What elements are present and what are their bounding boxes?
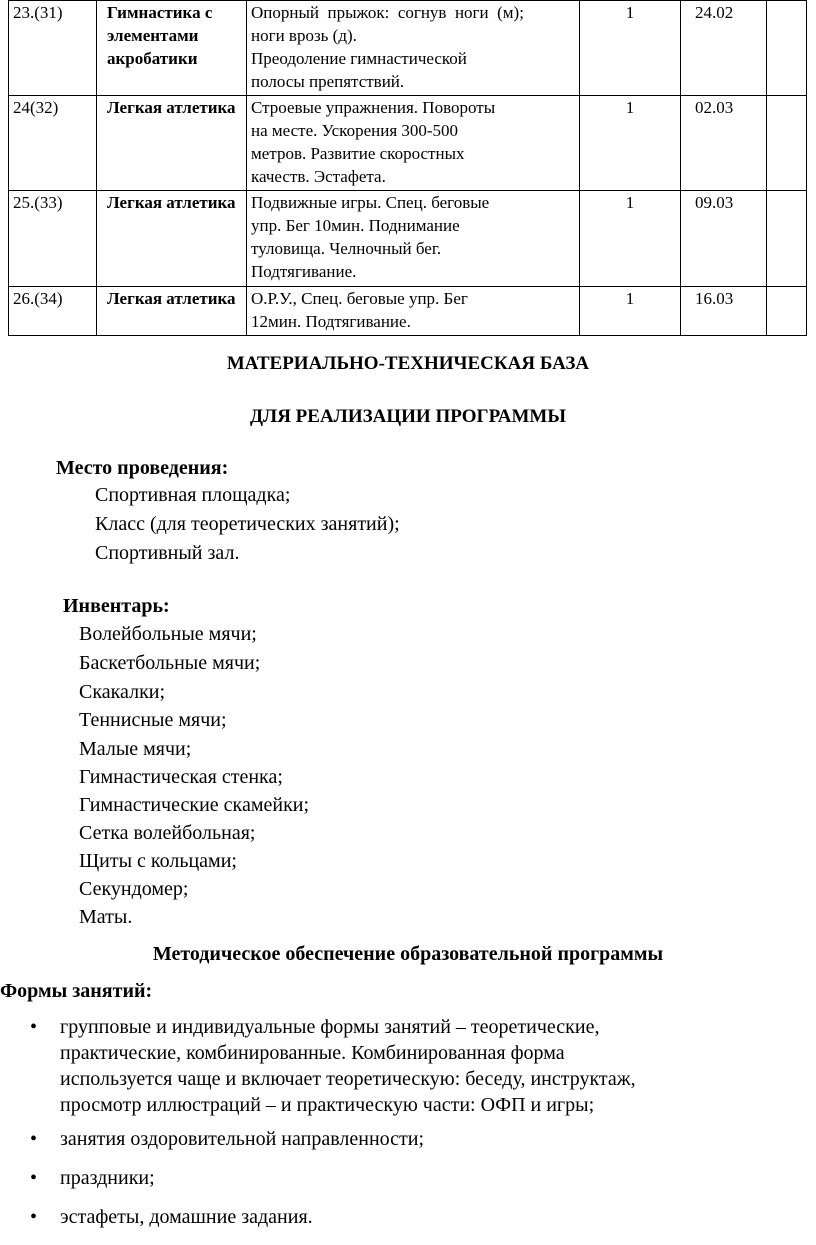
table-row bbox=[9, 287, 807, 336]
forms-list bbox=[20, 1014, 810, 1230]
content-line: О.Р.У., Спец. беговые упр. Бег bbox=[251, 289, 468, 308]
content-line: ноги врозь (д). bbox=[251, 26, 357, 45]
content-line: упр. Бег 10мин. Поднимание bbox=[251, 216, 460, 235]
inventory-item: Маты. bbox=[79, 906, 133, 928]
venue-label: Место проведения: bbox=[56, 457, 229, 479]
section-heading: МАТЕРИАЛЬНО-ТЕХНИЧЕСКАЯ БАЗА bbox=[226, 353, 590, 374]
venue-item: Спортивный зал. bbox=[95, 542, 240, 564]
inventory-item: Малые мячи; bbox=[79, 738, 192, 760]
list-item bbox=[20, 1165, 810, 1191]
bullet-icon: • bbox=[30, 1206, 38, 1228]
table-row bbox=[9, 1, 807, 96]
empty-cell bbox=[767, 191, 807, 287]
inventory-item: Теннисные мячи; bbox=[79, 709, 227, 731]
lesson-content bbox=[247, 1, 580, 96]
inventory-item: Секундомер; bbox=[79, 878, 189, 900]
table-row bbox=[9, 191, 807, 287]
lesson-topic: Легкая атлетика bbox=[97, 287, 247, 336]
lesson-topic: Легкая атлетика bbox=[97, 96, 247, 191]
lesson-date: 16.03 bbox=[681, 287, 767, 336]
list-item-line: эстафеты, домашние задания. bbox=[60, 1206, 313, 1228]
lesson-date: 09.03 bbox=[681, 191, 767, 287]
inventory-item: Волейбольные мячи; bbox=[79, 623, 257, 645]
bullet-icon: • bbox=[30, 1167, 38, 1189]
lesson-content bbox=[247, 287, 580, 336]
content-line: Подвижные игры. Спец. беговые bbox=[251, 193, 490, 212]
content-line: Опорный прыжок: согнув ноги (м); bbox=[251, 3, 524, 22]
table-row bbox=[9, 96, 807, 191]
list-item-line: используется чаще и включает теоретическую: беседу, инструктаж, bbox=[60, 1068, 636, 1090]
content-line: на месте. Ускорения 300-500 bbox=[251, 121, 459, 140]
content-line: метров. Развитие скоростных bbox=[251, 144, 465, 163]
content-line: полосы препятствий. bbox=[251, 72, 405, 91]
lesson-hours: 1 bbox=[580, 287, 681, 336]
inventory-label: Инвентарь: bbox=[63, 595, 170, 617]
lesson-topic: Гимнастика с элементами акробатики bbox=[97, 1, 247, 96]
inventory-item: Щиты с кольцами; bbox=[79, 850, 237, 872]
lesson-hours: 1 bbox=[580, 191, 681, 287]
methods-heading: Методическое обеспечение образовательной программы bbox=[152, 943, 664, 965]
list-item-line: просмотр иллюстраций – и практическую части: ОФП и игры; bbox=[60, 1094, 595, 1116]
lesson-date: 02.03 bbox=[681, 96, 767, 191]
bullet-icon: • bbox=[30, 1016, 38, 1038]
list-item-line: групповые и индивидуальные формы занятий – теоретические, bbox=[60, 1016, 600, 1038]
empty-cell bbox=[767, 287, 807, 336]
lesson-hours: 1 bbox=[580, 96, 681, 191]
bullet-icon: • bbox=[30, 1128, 38, 1150]
list-item-line: практические, комбинированные. Комбинированная форма bbox=[60, 1042, 565, 1064]
list-item-line: праздники; bbox=[60, 1167, 155, 1189]
venue-item: Класс (для теоретических занятий); bbox=[95, 513, 400, 535]
content-line: Подтягивание. bbox=[251, 262, 357, 281]
inventory-item: Гимнастическая стенка; bbox=[79, 766, 283, 788]
list-item-line: занятия оздоровительной направленности; bbox=[60, 1128, 425, 1150]
section-subheading: ДЛЯ РЕАЛИЗАЦИИ ПРОГРАММЫ bbox=[249, 406, 567, 427]
empty-cell bbox=[767, 96, 807, 191]
content-line: туловища. Челночный бег. bbox=[251, 239, 442, 258]
list-item bbox=[20, 1204, 810, 1230]
inventory-item: Скакалки; bbox=[79, 681, 166, 703]
inventory-item: Сетка волейбольная; bbox=[79, 822, 256, 844]
lesson-number: 24(32) bbox=[9, 96, 97, 191]
lesson-date: 24.02 bbox=[681, 1, 767, 96]
lesson-topic: Легкая атлетика bbox=[97, 191, 247, 287]
lesson-content bbox=[247, 96, 580, 191]
lessons-table bbox=[8, 0, 807, 336]
empty-cell bbox=[767, 1, 807, 96]
inventory-item: Баскетбольные мячи; bbox=[79, 652, 261, 674]
content-line: качеств. Эстафета. bbox=[251, 167, 386, 186]
content-line: 12мин. Подтягивание. bbox=[251, 312, 411, 331]
forms-label: Формы занятий: bbox=[0, 980, 153, 1002]
lesson-number: 23.(31) bbox=[9, 1, 97, 96]
list-item bbox=[20, 1126, 810, 1152]
venue-item: Спортивная площадка; bbox=[95, 484, 291, 506]
inventory-item: Гимнастические скамейки; bbox=[79, 794, 310, 816]
lesson-number: 26.(34) bbox=[9, 287, 97, 336]
lesson-number: 25.(33) bbox=[9, 191, 97, 287]
list-item bbox=[20, 1014, 810, 1118]
content-line: Строевые упражнения. Повороты bbox=[251, 98, 496, 117]
lesson-hours: 1 bbox=[580, 1, 681, 96]
lesson-content bbox=[247, 191, 580, 287]
content-line: Преодоление гимнастической bbox=[251, 49, 467, 68]
